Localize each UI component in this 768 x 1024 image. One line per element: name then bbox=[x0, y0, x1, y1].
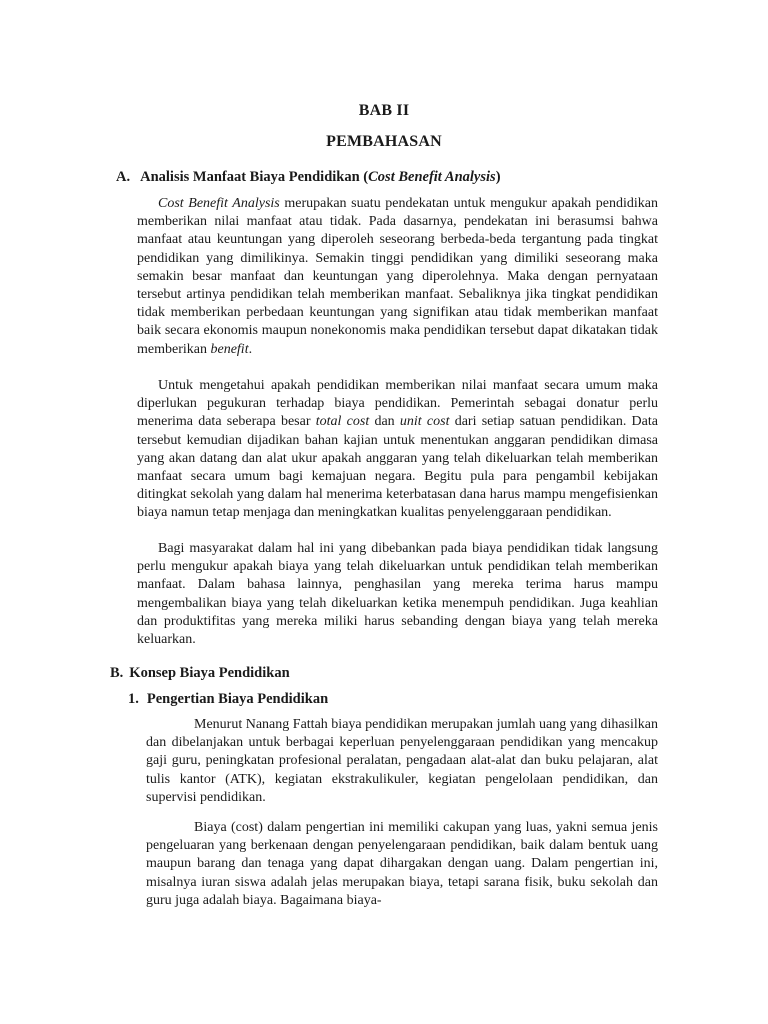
subsection-1-paragraph-1-text: Menurut Nanang Fattah biaya pendidikan merupakan jumlah uang yang dihasilkan dan dibelanjakan untuk berbagai keperluan penyelenggaraan pendidikan yang mencakup gaji guru, peningkatan profesional peralatan, pengadaan alat-alat dan buku pelajaran, alat tulis kantor (ATK), kegiatan ekstrakulikuler, kegiatan pengelolaan pendidikan, dan supervisi pendidikan. bbox=[146, 717, 658, 805]
subsection-1-paragraph-2 bbox=[146, 819, 658, 910]
section-b-heading bbox=[110, 665, 290, 682]
paragraph-1-italic-lead: Cost Benefit Analysis bbox=[158, 196, 280, 211]
paragraph-3-text: Bagi masyarakat dalam hal ini yang dibebankan pada biaya pendidikan tidak langsung perlu mengukur apakah biaya yang telah dikeluarkan untuk pendidikan telah memberikan manfaat. Dalam bahasa lainnya, penghasilan yang mereka terima harus mampu mengembalikan biaya yang telah dikeluarkan ketika menempuh pendidikan. Juga keahlian dan produktifitas yang mereka miliki harus sebanding dengan biaya yang telah mereka keluarkan. bbox=[137, 541, 658, 648]
section-a-paragraph-2 bbox=[137, 377, 658, 523]
chapter-title: PEMBAHASAN bbox=[326, 133, 442, 150]
subsection-1-paragraph-2-text: Biaya (cost) dalam pengertian ini memiliki cakupan yang luas, yakni semua jenis pengeluaran yang berkenaan dengan penyelengaraan pendidikan, baik dalam bentuk uang maupun barang dan tenaga yang dapat dihargakan dengan uang. Dalam pengertian ini, misalnya iuran siswa adalah jelas merupakan biaya, tetapi sarana fisik, buku sekolah dan guru juga adalah biaya. Bagaimana biaya- bbox=[146, 820, 658, 908]
paragraph-2-italic-1: total cost bbox=[315, 414, 370, 430]
section-a-heading-italic: Cost Benefit Analysis bbox=[368, 169, 496, 185]
section-a-paragraph-1 bbox=[137, 195, 658, 359]
section-b-marker: B. bbox=[110, 665, 124, 681]
subsection-1-marker: 1. bbox=[128, 691, 139, 707]
paragraph-2-part-1: Untuk mengetahui apakah pendidikan memberikan nilai manfaat secara umum maka diperlukan pegukuran terhadap biaya pendidikan. Pemerintah sebagai donatur perlu menerima data seberapa besar bbox=[137, 378, 658, 430]
chapter-number: BAB II bbox=[358, 102, 410, 119]
paragraph-1-end: . bbox=[248, 341, 253, 357]
section-a-paragraph-3 bbox=[137, 540, 658, 649]
section-a-heading bbox=[116, 169, 501, 186]
paragraph-1-italic-tail: benefit bbox=[210, 341, 249, 357]
section-a-heading-text: Analisis Manfaat Biaya Pendidikan ( bbox=[140, 169, 369, 185]
subsection-1-heading bbox=[128, 691, 328, 708]
section-a-heading-close: ) bbox=[495, 169, 501, 185]
paragraph-2-part-2: dan bbox=[369, 414, 400, 430]
subsection-1-heading-text: Pengertian Biaya Pendidikan bbox=[146, 691, 329, 707]
paragraph-2-part-3: dari setiap satuan pendidikan. Data tersebut kemudian dijadikan bahan kajian untuk menentukan anggaran pendidikan dimasa yang akan datang dan alat ukur apakah anggaran yang telah dikeluarkan telah memberikan manfaat secara umum bagi kemajuan negara. Begitu pula para pengambil kebijakan ditingkat sekolah yang dalam hal menerima keterbatasan dana harus mampu mengefisienkan biaya namun tetap menjaga dan meningkatkan kualitas penyelenggaraan pendidikan. bbox=[137, 414, 658, 521]
subsection-1-paragraph-1 bbox=[146, 716, 658, 807]
paragraph-2-italic-2: unit cost bbox=[399, 414, 450, 430]
paragraph-1-text: merupakan suatu pendekatan untuk mengukur apakah pendidikan memberikan nilai manfaat atau tidak. Pada dasarnya, pendekatan ini berasumsi bahwa manfaat atau keuntungan yang diperoleh seseorang berbeda-beda tergantung pada tingkat pendidikan yang dimilikinya. Semakin tinggi pendidikan yang dimiliki seseorang maka semakin besar manfaat dan keuntungan yang diperolehnya. Maka dengan pernyataan tersebut artinya pendidikan telah memberikan manfaat. Sebaliknya jika tingkat pendidikan tidak memberikan perbedaan keuntungan yang signifikan atau tidak memberikan manfaat baik secara ekonomis maupun nonekonomis maka pendidikan tersebut dapat dikatakan tidak memberikan bbox=[137, 196, 658, 357]
section-b-heading-text: Konsep Biaya Pendidikan bbox=[129, 665, 290, 681]
section-a-marker: A. bbox=[116, 169, 131, 185]
